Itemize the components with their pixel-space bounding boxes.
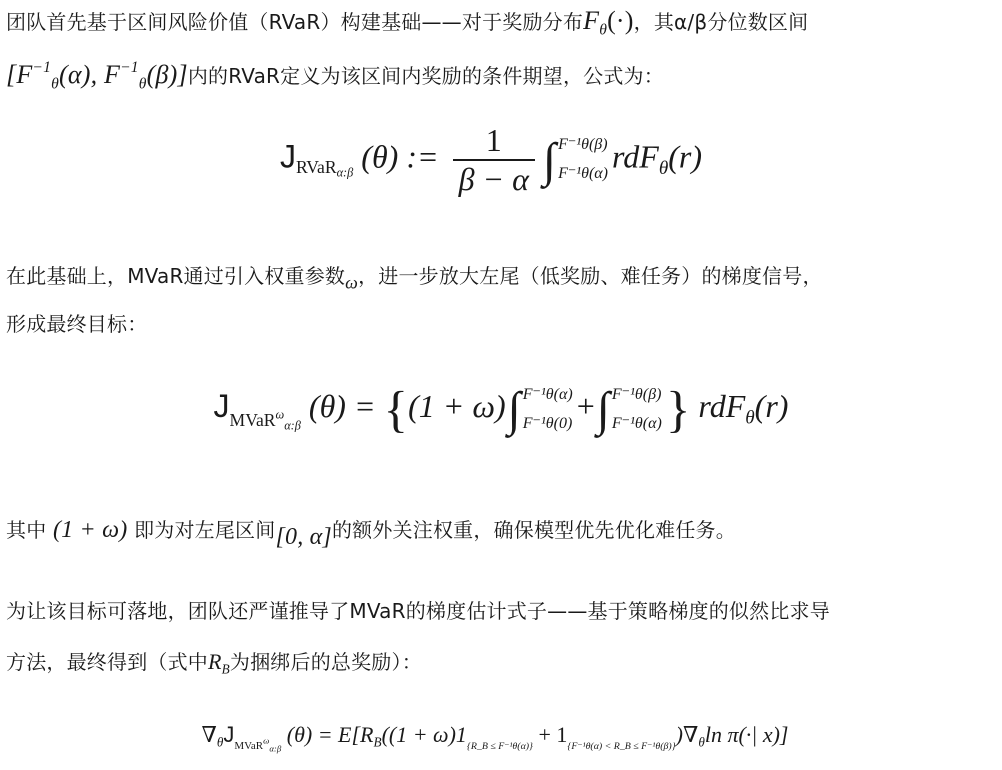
paragraph-2-line-2: 形成最终目标： bbox=[6, 312, 148, 336]
paragraph-3: 其中 (1 + ω) 即为对左尾区间[0, α]的额外关注权重，确保模型优先优化难任务。 bbox=[6, 517, 736, 551]
paragraph-4-line-2: 方法，最终得到（式中$R_B$为捆绑后的总奖励）： bbox=[6, 649, 422, 677]
integral-sign: ∫ bbox=[542, 133, 557, 187]
paragraph-4-line-1: 为让该目标可落地，团队还严谨推导了MVaR的梯度估计式子——基于策略梯度的似然比求导 bbox=[6, 599, 830, 623]
integral-1-limits: F⁻¹θ(α) F⁻¹θ(0) bbox=[522, 385, 573, 432]
paragraph-1-line-2-text: 内的RVaR定义为该区间内奖励的条件期望，公式为： bbox=[187, 63, 664, 88]
inline-math-RB: $R_B$ bbox=[208, 649, 230, 677]
integral-limits: F⁻¹θ(β) F⁻¹θ(α) bbox=[558, 136, 608, 182]
inline-math-quantile-interval: [$F^{-1}_\theta(\alpha)$, $F^{-1}_\theta(\beta)$] bbox=[6, 59, 188, 93]
paragraph-1-tail: ，其α/β分位数区间 bbox=[633, 10, 809, 34]
equation-mvar-gradient: $\nabla_\theta J_{MVaR\omega\alpha:\beta}$ $(\theta) = E[R_B((1 + \omega)1_{\{R\_B \le F^{-1}\theta(\alpha)\}} + 1_{\{F^{-1}\theta(\alpha) < R\_B \le F^{-1}\theta(\beta)\}})\nabla_\theta\ln$ π(·| x)] bbox=[201, 722, 789, 754]
inline-math-omega: ω bbox=[345, 272, 359, 293]
fraction: $\frac{1}{\beta - \alpha}$ bbox=[453, 122, 535, 198]
integral-sign-2: ∫ bbox=[596, 383, 610, 436]
integral-2-limits: F⁻¹θ(β) F⁻¹θ(α) bbox=[611, 385, 662, 432]
inline-math-weight: (1 + ω) bbox=[52, 517, 128, 543]
inline-math-interval: [0, α] bbox=[275, 524, 332, 551]
integral-sign-1: ∫ bbox=[507, 383, 521, 436]
paragraph-1-line-2 bbox=[6, 47, 996, 104]
inline-math-F: $F_\theta(\cdot)$ bbox=[583, 6, 634, 39]
paragraph-1-text: 团队首先基于区间风险价值（RVaR）构建基础——对于奖励分布 bbox=[6, 10, 584, 34]
paragraph-2-line-1: 在此基础上，MVaR通过引入权重参数ω，进一步放大左尾（低奖励、难任务）的梯度信号， bbox=[6, 264, 823, 293]
equation-mvar: $J_{MVaR\omega\alpha:\beta}$ (θ) = {(1 + ω)∫ F⁻¹θ(α) F⁻¹θ(0) +∫ F⁻¹θ(β) F⁻¹θ(α) } rdF$_\theta$(r) bbox=[213, 381, 789, 438]
equation-rvar: JRVaR$_{\alpha:\beta}$ (θ) := $\frac{1}{\beta - \alpha}$ ∫ F⁻¹θ(β) F⁻¹θ(α) rdF$_\theta$(r) bbox=[279, 122, 703, 197]
paragraph-1-line-1 bbox=[6, 0, 996, 50]
